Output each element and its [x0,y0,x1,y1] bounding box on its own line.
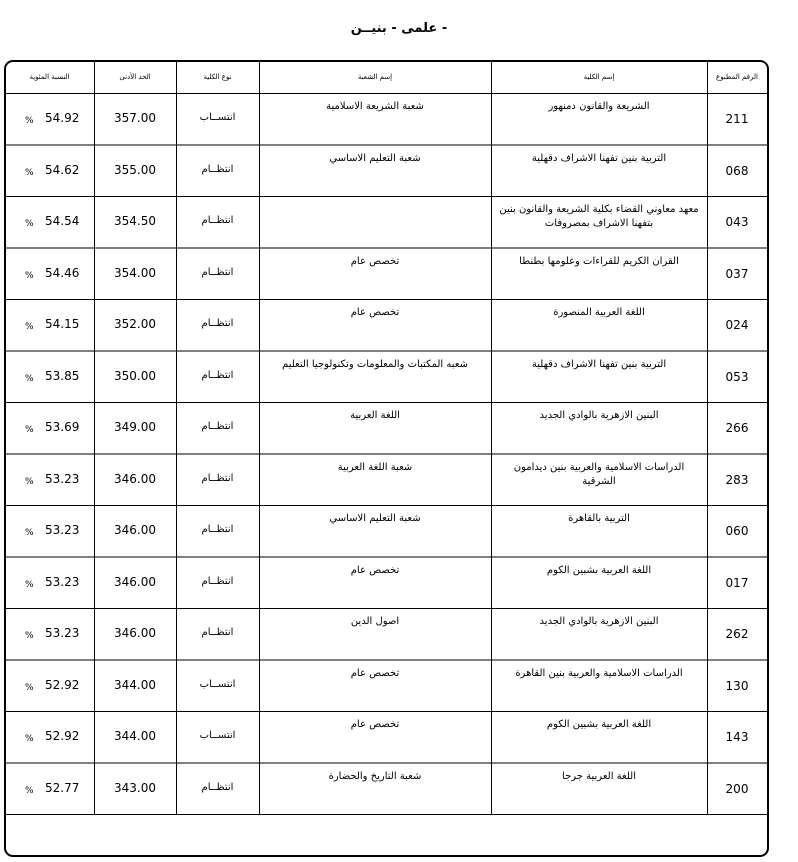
percentage-value: 53.23 [45,626,80,640]
row-code: 211 [725,112,749,126]
percent-symbol: % [25,528,34,538]
row-college-name: اللغة العربية المنصورة [553,307,645,318]
header-min-score: الحد الأدنى [119,73,151,81]
row-college-type: انتظــام [201,215,234,226]
row-min-score: 344.00 [114,677,156,692]
row-percentage [5,94,94,145]
percent-symbol: % [25,425,34,435]
row-percentage [5,197,94,248]
percent-symbol: % [25,631,34,641]
row-college-name: البنين الازهرية بالوادي الجديد [539,616,659,627]
percentage-value: 53.23 [45,574,80,589]
row-branch-name: شعبة التعليم الاساسي [329,513,421,524]
percent-symbol: % [25,167,34,178]
percent-symbol: % [25,219,34,229]
row-code: 037 [725,266,749,281]
row-min-score: 346.00 [114,523,156,537]
percentage-value: 54.62 [45,162,80,177]
percentage-value: 53.23 [45,471,80,486]
header-college: إسم الكلية [583,73,615,81]
row-college-type: انتظــام [201,369,234,381]
row-min-score: 346.00 [114,471,156,486]
row-branch-name: اصول الدين [350,616,400,627]
row-percentage [5,300,94,351]
row-branch-name: تخصص عام [350,564,400,576]
percentage-value: 54.54 [45,214,80,228]
row-college-name: التربية بنين تفهنا الاشراف دقهلية [531,152,667,164]
row-college-name: القران الكريم للقراءات وعلومها بطنطا [519,255,679,267]
row-college-type: انتســاب [199,730,236,741]
row-percentage [5,661,94,712]
percent-symbol: % [25,322,34,332]
row-branch-name: تخصص عام [350,667,400,679]
results-table [5,61,767,821]
row-code: 053 [725,369,749,384]
row-college-type: انتظــام [201,781,234,793]
row-min-score: 349.00 [114,420,156,434]
percent-symbol: % [25,785,34,796]
row-branch-name [259,197,491,248]
row-branch-name: اللغة العربية [350,410,400,421]
row-code: 266 [725,421,749,435]
row-percentage [5,352,94,403]
row-branch-name: شعبة اللغة العربية [337,461,413,473]
percentage-value: 53.85 [45,368,80,383]
row-branch-name: شعبة التاريخ والحضارة [328,770,422,782]
percentage-value: 53.23 [45,523,80,537]
row-branch-name: تخصص عام [350,719,400,730]
row-min-score: 354.50 [114,214,156,228]
row-college-type: انتســاب [199,112,236,123]
row-branch-name: تخصص عام [350,255,400,267]
row-code: 283 [725,472,749,487]
row-percentage [5,712,94,763]
row-branch-name: شعبة التعليم الاساسي [329,152,421,164]
percentage-value: 54.15 [45,317,80,331]
row-college-name: البنين الازهرية بالوادي الجديد [539,410,659,421]
row-branch-name: تخصص عام [350,307,400,318]
row-min-score: 354.00 [114,265,156,280]
row-min-score: 352.00 [114,317,156,331]
row-college-name: التربية بنين تفهنا الاشراف دقهلية [531,358,667,370]
row-college-name: الشريعة والقانون دمنهور [548,101,650,112]
row-code: 130 [725,678,749,693]
row-college-type: انتظــام [201,318,234,329]
row-min-score: 344.00 [114,729,156,743]
row-college-name: معهد معاوني القضاء بكلية الشريعة والقانون بنين بتفهنا الاشراف بمصروفات [499,204,699,229]
row-college-type: انتظــام [201,163,234,175]
row-college-name: الدراسات الاسلامية والعربية بنين ديدامون الشرقية [513,461,685,487]
percentage-value: 52.77 [45,780,80,795]
percentage-value: 52.92 [45,729,80,743]
row-code: 262 [725,627,749,641]
row-branch-name: شعبة الشريعة الاسلامية [326,101,424,112]
row-min-score: 343.00 [114,780,156,795]
row-college-name: اللغة العربية جرجا [562,770,636,782]
percent-symbol: % [25,476,34,487]
row-college-type: انتظــام [201,421,234,432]
header-percentage: النسبة المئوية [29,73,70,81]
row-branch-name: شعبه المكتبات والمعلومات وتكنولوجيا التعليم [282,358,468,370]
header-code: الرقم المطبوع [716,73,758,81]
header-branch: إسم الشعبة [357,73,393,81]
row-code: 068 [725,163,749,178]
percentage-value: 52.92 [45,677,80,692]
percent-symbol: % [25,373,34,384]
row-college-name: اللغة العربية بشبين الكوم [546,564,652,576]
row-min-score: 346.00 [114,574,156,589]
row-percentage [5,455,94,506]
percentage-value: 54.92 [45,111,80,125]
row-college-name: الدراسات الاسلامية والعربية بنين القاهرة [515,667,683,679]
row-percentage [5,558,94,609]
row-code: 200 [725,781,749,796]
row-code: 017 [725,575,749,590]
percent-symbol: % [25,734,34,744]
row-code: 043 [725,215,749,229]
row-college-name: التربية بالقاهرة [568,513,630,524]
page-title: - علمى - بنيــن [350,21,448,36]
row-college-type: انتظــام [201,524,234,535]
row-college-type: انتســاب [199,678,236,690]
row-min-score: 350.00 [114,368,156,383]
row-percentage [5,609,94,660]
row-college-type: انتظــام [201,627,234,638]
percent-symbol: % [25,116,34,126]
row-min-score: 357.00 [114,111,156,125]
row-percentage [5,249,94,300]
row-code: 024 [725,318,749,332]
percentage-value: 53.69 [45,420,80,434]
row-college-type: انتظــام [201,472,234,484]
row-min-score: 346.00 [114,626,156,640]
row-code: 060 [725,524,749,538]
row-college-name: اللغة العربية بشبين الكوم [546,719,652,730]
row-percentage [5,146,94,197]
percent-symbol: % [25,682,34,693]
row-percentage [5,764,94,815]
row-code: 143 [725,730,749,744]
percent-symbol: % [25,270,34,281]
row-percentage [5,403,94,454]
row-college-type: انتظــام [201,266,234,278]
row-min-score: 355.00 [114,162,156,177]
row-college-type: انتظــام [201,575,234,587]
header-college-type: نوع الكلية [203,73,232,81]
percent-symbol: % [25,579,34,590]
percentage-value: 54.46 [45,265,80,280]
row-percentage [5,506,94,557]
